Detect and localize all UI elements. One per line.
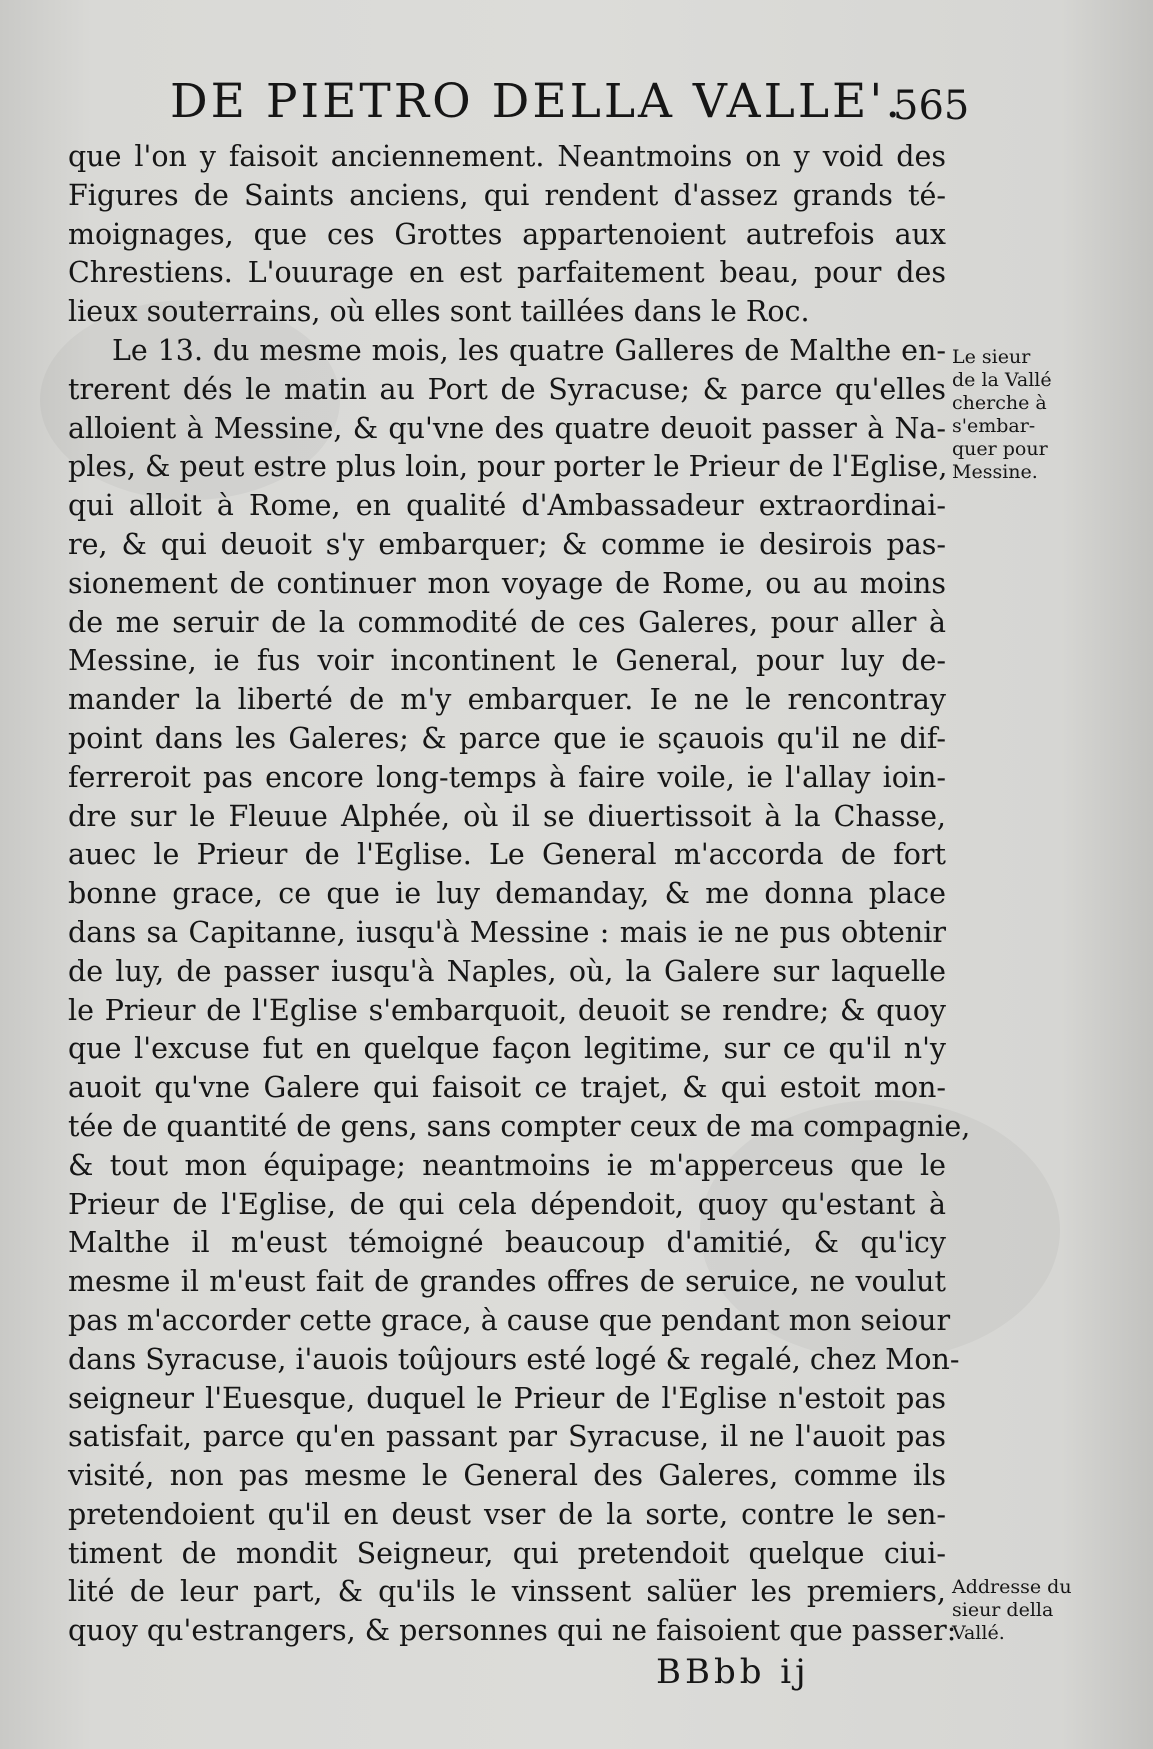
text-line: de me seruir de la commodité de ces Galeres, pour aller à: [68, 605, 946, 639]
text-line: Chrestiens. L'ouurage en est parfaitement beau, pour des: [68, 256, 946, 290]
margin-note-line: Addresse du: [952, 1576, 1072, 1598]
text-line: visité, non pas mesme le General des Galeres, comme ils: [68, 1459, 946, 1493]
text-line: Prieur de l'Eglise, de qui cela dépendoit, quoy qu'estant à: [68, 1187, 946, 1221]
margin-note: [952, 1576, 1152, 1645]
text-line: lieux souterrains, où elles sont taillées dans le Roc.: [68, 295, 810, 329]
text-line: re, & qui deuoit s'y embarquer; & comme ie desirois pas-: [68, 527, 946, 561]
text-line: & tout mon équipage; neantmoins ie m'apperceus que le: [68, 1148, 946, 1182]
text-line: auoit qu'vne Galere qui faisoit ce trajet, & qui estoit mon-: [68, 1071, 946, 1105]
page-number: 565: [893, 83, 970, 129]
margin-note-line: Le sieur: [952, 346, 1031, 368]
page-header: [0, 72, 1153, 132]
text-line: mander la liberté de m'y embarquer. Ie ne le rencontray: [68, 683, 946, 717]
margin-note-line: s'embar-: [952, 415, 1036, 437]
text-line: auec le Prieur de l'Eglise. Le General m'accorda de fort: [68, 838, 946, 872]
text-line: que l'excuse fut en quelque façon legitime, sur ce qu'il n'y: [68, 1032, 946, 1066]
text-line: mesme il m'eust fait de grandes offres de seruice, ne voulut: [68, 1265, 946, 1299]
text-line: dre sur le Fleuue Alphée, où il se diuertissoit à la Chasse,: [68, 799, 946, 833]
margin-note-line: cherche à: [952, 392, 1047, 414]
text-line: que l'on y faisoit anciennement. Neantmoins on y void des: [68, 140, 946, 173]
text-line: moignages, que ces Grottes appartenoient autrefois aux: [68, 217, 946, 251]
text-line: quoy qu'estrangers, & personnes qui ne faisoient que passer:: [68, 1614, 957, 1648]
text-line: point dans les Galeres; & parce que ie sçauois qu'il ne dif-: [68, 721, 946, 755]
text-line: alloient à Messine, & qu'vne des quatre deuoit passer à Na-: [68, 411, 946, 445]
body-text: [68, 138, 971, 1651]
text-line: sionement de continuer mon voyage de Rome, ou au moins: [68, 566, 946, 600]
margin-note-line: Vallé.: [952, 1622, 1005, 1644]
text-line: Le 13. du mesme mois, les quatre Galleres de Malthe en-: [112, 333, 946, 367]
text-line: satisfait, parce qu'en passant par Syracuse, il ne l'auoit pas: [68, 1420, 946, 1454]
text-line: pas m'accorder cette grace, à cause que pendant mon seiour: [68, 1303, 951, 1337]
text-line: qui alloit à Rome, en qualité d'Ambassadeur extraordinai-: [68, 489, 946, 523]
text-line: le Prieur de l'Eglise s'embarquoit, deuoit se rendre; & quoy: [68, 993, 946, 1027]
text-line: trerent dés le matin au Port de Syracuse; & parce qu'elles: [68, 372, 946, 406]
text-line: seigneur l'Euesque, duquel le Prieur de l'Eglise n'estoit pas: [68, 1381, 946, 1415]
signature-mark: BBbb ij: [656, 1652, 810, 1692]
text-line: dans sa Capitanne, iusqu'à Messine : mais ie ne pus obtenir: [68, 915, 946, 949]
margin-note: [952, 346, 1152, 484]
text-line: pretendoient qu'il en deust vser de la sorte, contre le sen-: [68, 1497, 946, 1531]
running-title: DE PIETRO DELLA VALLE'.: [170, 74, 904, 129]
margin-note-line: de la Vallé: [952, 369, 1052, 391]
margin-note-line: Messine.: [952, 461, 1038, 483]
text-line: Figures de Saints anciens, qui rendent d'assez grands té-: [68, 178, 946, 212]
text-line: tée de quantité de gens, sans compter ceux de ma compagnie,: [68, 1109, 971, 1143]
text-line: timent de mondit Seigneur, qui pretendoit quelque ciui-: [68, 1536, 946, 1570]
margin-note-line: sieur della: [952, 1599, 1054, 1621]
margin-note-line: quer pour: [952, 438, 1048, 460]
text-line: bonne grace, ce que ie luy demanday, & me donna place: [68, 877, 946, 911]
text-line: de luy, de passer iusqu'à Naples, où, la Galere sur laquelle: [68, 954, 946, 988]
text-line: ples, & peut estre plus loin, pour porter le Prieur de l'Eglise,: [68, 450, 948, 484]
text-line: ferreroit pas encore long-temps à faire voile, ie l'allay ioin-: [68, 760, 946, 794]
text-line: Messine, ie fus voir incontinent le General, pour luy de-: [68, 644, 946, 678]
text-line: Malthe il m'eust témoigné beaucoup d'amitié, & qu'icy: [68, 1226, 946, 1260]
text-line: dans Syracuse, i'auois toûjours esté logé & regalé, chez Mon-: [68, 1342, 960, 1376]
text-line: lité de leur part, & qu'ils le vinssent salüer les premiers,: [68, 1575, 946, 1609]
